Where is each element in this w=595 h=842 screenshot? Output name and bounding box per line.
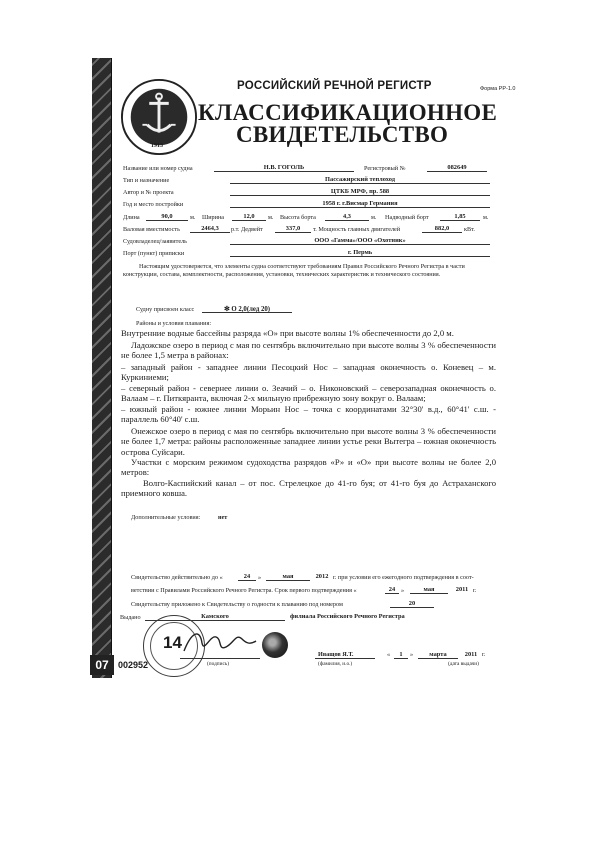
freeboard-value: 1,85: [454, 213, 466, 220]
width-value: 12,0: [243, 213, 255, 220]
author-value: ЦТКБ МРФ, пр. 588: [330, 188, 390, 195]
serial-number: 002952: [118, 660, 149, 670]
area-paragraph: Онежское озеро в период с мая по сентябрь включительно при высоте волны 3 % обеспеченности не более 1,7 метра: районы расположенные западнее линии устье реки Вытегра – южная оконечность острова Суйсари.: [121, 426, 496, 457]
length-label: Длина: [123, 214, 140, 221]
validity-line2: ветствии с Правилами Российского Речного Регистра. Срок первого подтверждения «: [131, 587, 357, 594]
reg-no-label: Регистровый №: [364, 165, 406, 172]
validity-suffix: г. при условии его ежегодного подтверждения в соот-: [333, 574, 474, 581]
vessel-name: Н.В. ГОГОЛЬ: [263, 164, 305, 171]
validity-prefix: Свидетельство действительно до «: [131, 574, 223, 581]
confirm-year: 2011: [455, 586, 469, 593]
confirm-month: мая: [423, 586, 435, 593]
validity-year: 2012: [315, 573, 329, 580]
area-paragraph: – западный район - западнее линии Песоцкий Нос – западная оконечность о. Коневец – м. Куркиниеми;: [121, 362, 496, 383]
type-value: Пассажирский теплоход: [325, 176, 395, 183]
issue-date-month: марта: [429, 651, 447, 658]
reg-no: 082649: [447, 164, 467, 171]
confirm-day: 24: [388, 586, 396, 593]
area-paragraph: Участки с морским режимом судоходства разрядов «Р» и «О» при высоте волны не более 2,0 метров:: [121, 457, 496, 478]
unit-m: м.: [371, 214, 377, 221]
certification-statement: Настоящим удостоверяется, что элементы судна соответствуют требованиям Правил Российского Речного Регистра в части конструкции, состава, комплектности, расположения, установки, технических характеристик и технического состояния.: [123, 263, 465, 278]
power-unit: кВт.: [464, 226, 475, 233]
power-value: 882,0: [434, 225, 450, 232]
signature-caption: (подпись): [207, 661, 229, 667]
year-place-value: 1958 г. г.Висмар Германия: [322, 200, 398, 207]
side-height-label: Высота борта: [280, 214, 316, 221]
validity-day: 24: [243, 573, 251, 580]
class-label: Судну присвоен класс: [136, 306, 195, 313]
area-paragraph: Волго-Каспийский канал – от пос. Стрелецкое до 41-го буя; от 41-го буя до Астраханского приемного ковша.: [121, 478, 496, 499]
issued-branch: Камского: [201, 613, 229, 620]
validity-month: мая: [282, 573, 294, 580]
additional-conditions-label: Дополнительные условия:: [131, 514, 201, 521]
registry-name: РОССИЙСКИЙ РЕЧНОЙ РЕГИСТР: [237, 80, 432, 92]
quote-mark: «: [387, 651, 391, 658]
unit-m: м.: [190, 214, 196, 221]
side-height-value: 4,3: [343, 213, 351, 220]
series-number: 07: [90, 655, 114, 675]
area-paragraph: Внутренние водные бассейны разряда «О» при высоте волны 1% обеспеченности до 2,0 м.: [121, 328, 454, 338]
port-value: г. Пермь: [347, 249, 373, 256]
author-label: Автор и № проекта: [123, 189, 174, 196]
ornamental-border-strip: [92, 58, 112, 678]
class-value: ✻ О 2,0(лед 20): [223, 306, 271, 313]
document-title-line2: СВИДЕТЕЛЬСТВО: [236, 122, 449, 147]
quote-mark: »: [401, 587, 405, 594]
areas-label: Районы и условия плавания:: [136, 320, 212, 327]
issue-date-day: 1: [399, 651, 403, 658]
year-place-label: Год и место постройки: [123, 201, 184, 208]
quote-mark: »: [410, 651, 414, 658]
port-label: Порт (пункт) приписки: [123, 250, 185, 257]
stamp-number: 14: [163, 633, 182, 652]
attachment-text: Свидетельству приложено к Свидетельству о годности к плаванию под номером: [131, 601, 343, 608]
issue-date-year: 2011: [464, 651, 478, 658]
gross-value: 2464,3: [201, 225, 219, 232]
owner-label: Судовладелец/заявитель: [123, 238, 187, 245]
signer-caption: (фамилия, и.о.): [318, 661, 353, 667]
deadweight-value: 337,0: [285, 225, 301, 232]
hologram-sticker-icon: [262, 632, 288, 658]
unit-m: м.: [483, 214, 489, 221]
type-label: Тип и назначение: [123, 177, 170, 184]
area-paragraph: Ладожское озеро в период с мая по сентябрь включительно при высоте волны 3 % обеспеченности не более 1,5 метра в районах:: [121, 340, 496, 361]
year-suffix: г.: [482, 651, 486, 658]
deadweight-label: р.т. Дедвейт: [231, 226, 263, 233]
seal-year: 1913: [151, 143, 163, 149]
issued-suffix: филиала Российского Речного Регистра: [290, 613, 405, 620]
power-label: т. Мощность главных двигателей: [313, 226, 401, 233]
owner-value: ООО «Гамма»/ООО «Охотник»: [314, 237, 406, 244]
year-suffix: г.: [473, 587, 477, 594]
freeboard-label: Надводный борт: [385, 214, 429, 221]
issue-date-caption: (дата выдачи): [448, 661, 479, 667]
length-value: 90,0: [161, 213, 173, 220]
quote-mark: »: [258, 574, 262, 581]
form-code: Форма РР-1.0: [480, 86, 516, 92]
document-title-line1: КЛАССИФИКАЦИОННОЕ: [198, 100, 498, 125]
width-label: Ширина: [202, 214, 225, 221]
issued-prefix: Выдано: [120, 614, 141, 621]
attachment-number: 20: [408, 600, 416, 607]
gross-label: Валовая вместимость: [123, 226, 180, 233]
signer-name: Иващов Я.Т.: [318, 651, 354, 658]
additional-conditions-value: нет: [218, 514, 228, 521]
area-paragraph: – северный район - севернее линии о. Зеачий – о. Никоновский – северозападная оконечность о. Валаам – г. Питкяранта, включая 2-х мильную прибрежную зону вокруг о. Валаам;: [121, 383, 496, 404]
vessel-name-label: Название или номер судна: [123, 165, 193, 172]
area-paragraph: – южный район - южнее линии Морьин Нос – точка с координатами 32°30' в.д., 60°41' с.ш. - параллель 60°40' с.ш.: [121, 404, 496, 425]
unit-m: м.: [268, 214, 274, 221]
